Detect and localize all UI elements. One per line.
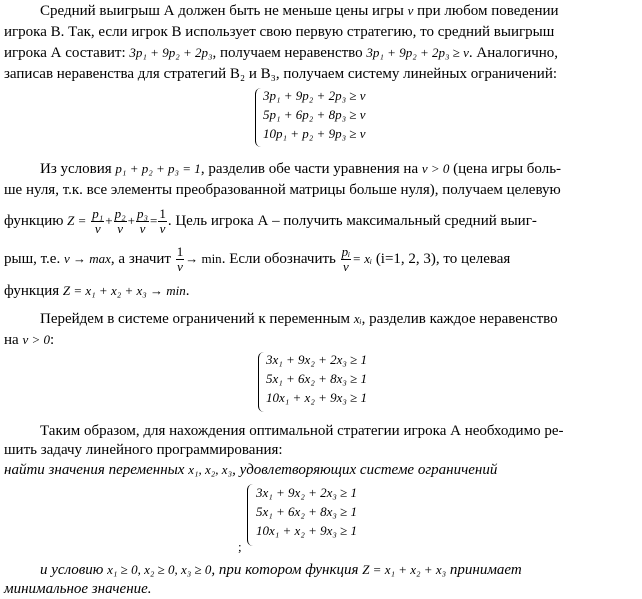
denominator: ν bbox=[94, 221, 101, 237]
system3 bbox=[256, 483, 357, 540]
text: , получаем неравенство bbox=[212, 45, 363, 61]
formula-nonneg: x₁ ≥ 0, x₂ ≥ 0, x₃ ≥ 0 bbox=[107, 562, 212, 577]
system1 bbox=[263, 86, 366, 143]
p5-line2: минимальное значение. bbox=[4, 581, 152, 597]
fraction bbox=[114, 207, 127, 236]
text: функцию bbox=[4, 213, 64, 229]
text: Перейдем в системе ограничений к переменным bbox=[40, 311, 351, 327]
text: игрока А составит: bbox=[4, 45, 126, 61]
p4-line2: шить задачу линейного программирования: bbox=[4, 442, 283, 458]
system1-row: 10p₁ + p₂ + 9p₃ ≥ ν bbox=[263, 126, 366, 141]
p1-line4: записав неравенства для стратегий В₂ и В₃, получаем систему линейных ограничений: bbox=[4, 66, 558, 82]
text: , разделив обе части уравнения на bbox=[200, 161, 419, 177]
fraction bbox=[91, 207, 104, 236]
formula-objective: Z = x₁ + x₂ + x₃ → min bbox=[62, 283, 186, 298]
formula-sum: p₁ + p₂ + p₃ = 1 bbox=[115, 161, 201, 176]
p1-line2: игрока В. Так, если игрок В использует свою первую стратегию, то средний выигрыш bbox=[4, 24, 555, 40]
p5-line1 bbox=[40, 561, 522, 579]
fraction bbox=[176, 245, 185, 274]
p2-line4 bbox=[4, 244, 510, 274]
system2-row: 10x₁ + x₂ + 9x₃ ≥ 1 bbox=[266, 390, 368, 405]
numerator: p₂ bbox=[114, 206, 126, 222]
formula-inequality: 3p₁ + 9p₂ + 2p₃ ≥ ν bbox=[366, 45, 469, 60]
text: , при котором функция bbox=[211, 562, 359, 578]
formula-xi: = xᵢ bbox=[352, 251, 373, 266]
text: . Если обозначить bbox=[221, 251, 336, 267]
p3-line1 bbox=[40, 310, 558, 328]
denominator: ν bbox=[343, 259, 349, 275]
numerator: p₁ bbox=[92, 206, 104, 222]
text: функция bbox=[4, 283, 60, 299]
denominator: ν bbox=[117, 221, 123, 237]
system1-brace bbox=[255, 88, 261, 147]
p4-line3 bbox=[4, 461, 497, 479]
text: , удовлетворяющих системе ограничений bbox=[232, 462, 498, 478]
text: найти значения переменных bbox=[4, 462, 185, 478]
p1-line3 bbox=[4, 44, 558, 62]
numerator: 1 bbox=[159, 206, 166, 222]
system3-row: 10x₁ + x₂ + 9x₃ ≥ 1 bbox=[256, 523, 358, 538]
numerator: 1 bbox=[176, 244, 184, 260]
denominator: ν bbox=[139, 221, 146, 237]
numerator: p₃ bbox=[136, 206, 148, 222]
p2-line5 bbox=[4, 282, 190, 300]
system1-row: 5p₁ + 6p₂ + 8p₃ ≥ ν bbox=[263, 107, 366, 122]
formula-nu: ν bbox=[407, 3, 414, 18]
system2-row: 3x₁ + 9x₂ + 2x₃ ≥ 1 bbox=[266, 352, 368, 367]
system3-row: 5x₁ + 6x₂ + 8x₃ ≥ 1 bbox=[256, 504, 358, 519]
fraction bbox=[341, 245, 352, 274]
text: : bbox=[49, 332, 55, 348]
formula-objective: Z = x₁ + x₂ + x₃ bbox=[362, 562, 447, 577]
system3-brace bbox=[247, 484, 253, 546]
p2-line2: ше нуля, т.к. все элементы преобразованной матрицы больше нуля), получаем целевую bbox=[4, 182, 561, 198]
formula-variables: x₁, x₂, x₃ bbox=[188, 462, 233, 477]
p1-line1 bbox=[40, 2, 559, 20]
denominator: ν bbox=[159, 221, 166, 237]
formula-min: → min bbox=[185, 251, 222, 266]
system1-row: 3p₁ + 9p₂ + 2p₃ ≥ ν bbox=[263, 88, 366, 103]
system2-brace bbox=[258, 352, 264, 412]
text: Средний выигрыш А должен быть не меньше цены игры bbox=[40, 3, 404, 19]
system3-row: 3x₁ + 9x₂ + 2x₃ ≥ 1 bbox=[256, 485, 358, 500]
text: (i=1, 2, 3), то целевая bbox=[375, 251, 511, 267]
p2-line1 bbox=[40, 160, 561, 178]
fraction bbox=[158, 207, 167, 236]
system3-punct: ; bbox=[238, 539, 242, 554]
formula-nu-positive: ν > 0 bbox=[22, 332, 50, 347]
formula-z: Z = bbox=[67, 213, 87, 228]
text: , разделив каждое неравенство bbox=[361, 311, 558, 327]
text: . bbox=[185, 283, 190, 299]
text: на bbox=[4, 332, 19, 348]
text: , а значит bbox=[110, 251, 171, 267]
formula-xi: xᵢ bbox=[353, 311, 362, 326]
text: рыш, т.е. bbox=[4, 251, 61, 267]
p4-line1: Таким образом, для нахождения оптимальной стратегии игрока А необходимо ре- bbox=[40, 423, 564, 439]
text: (цена игры боль- bbox=[453, 161, 562, 177]
formula-max: ν → max bbox=[63, 251, 111, 266]
text: . Цель игрока А – получить максимальный средний выиг- bbox=[167, 213, 537, 229]
system2 bbox=[266, 350, 367, 407]
text: и условию bbox=[40, 562, 104, 578]
p2-line3: функцию Z = $\frac{\text{p₁}}{\nu}$ + $\frac{\text{p₂}}{\nu}$ + $\frac{\text{p₃}}{\nu}$ = $\frac{1}{\nu}$ . Цель игрока А – получить максимальный средний выиг- bbox=[4, 206, 537, 237]
p3-line2 bbox=[4, 331, 54, 349]
text: . Аналогично, bbox=[468, 45, 559, 61]
numerator: pᵢ bbox=[341, 244, 351, 260]
formula-expression: 3p₁ + 9p₂ + 2p₃ bbox=[129, 45, 213, 60]
text: принимает bbox=[449, 562, 522, 578]
text: Из условия bbox=[40, 161, 112, 177]
fraction bbox=[136, 207, 149, 236]
system2-row: 5x₁ + 6x₂ + 8x₃ ≥ 1 bbox=[266, 371, 368, 386]
text: при любом поведении bbox=[417, 3, 559, 19]
formula-nu-positive: ν > 0 bbox=[421, 161, 450, 176]
denominator: ν bbox=[177, 259, 183, 275]
